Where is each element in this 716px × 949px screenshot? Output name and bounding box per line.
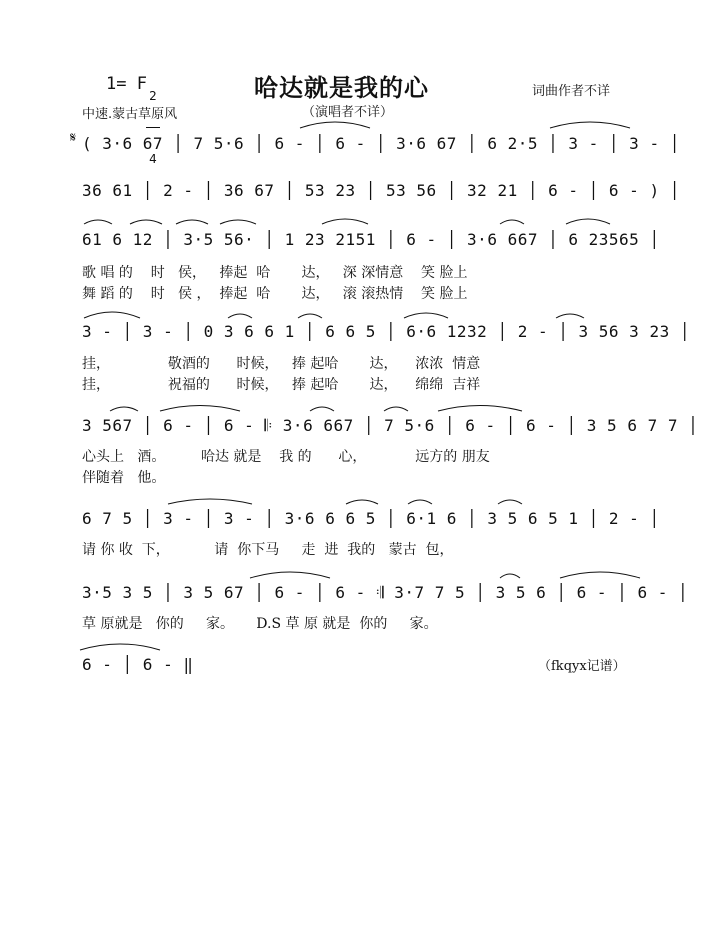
- lyric-line-5a: 心头上 酒。 哈达 就是 我 的 心， 远方的 朋友: [82, 449, 490, 465]
- singer-credit: （演唱者不详）: [302, 105, 394, 120]
- score-line-6: 6 7 5 │ 3 - │ 3 - │ 3·6 6 6 5 │ 6·1 6 │ 3 5 6 5 1 │ 2 - │: [82, 509, 660, 528]
- lyric-line-3b: 舞 蹈 的 时 侯 ， 捧起 哈 达， 滚 滚热情 笑 脸上: [82, 286, 468, 302]
- tempo-marking: 中速.蒙古草原风: [82, 107, 178, 122]
- score-line-1: ( 3·6 67 │ 7 5·6 │ 6 - │ 6 - │ 3·6 67 │ 6 2·5 │ 3 - │ 3 - │: [82, 134, 680, 153]
- meter-numerator: 2: [149, 89, 157, 103]
- score-line-3: 61 6 12 │ 3·5 56· │ 1 23 2151 │ 6 - │ 3·6 667 │ 6 23565 │: [82, 230, 660, 249]
- score-line-4: 3 - │ 3 - │ 0 3 6 6 1 │ 6 6 5 │ 6·6 1232 │ 2 - │ 3 56 3 23 │: [82, 322, 690, 341]
- lyric-line-6a: 请 你 收 下， 请 你下马 走 进 我的 蒙古 包，: [82, 542, 454, 558]
- lyric-line-3a: 歌 唱 的 时 侯， 捧起 哈 达， 深 深情意 笑 脸上: [82, 265, 468, 281]
- lyric-line-4b: 挂， 祝福的 时候， 捧 起哈 达， 绵绵 吉祥: [82, 377, 481, 393]
- lyric-line-4a: 挂， 敬酒的 时候， 捧 起哈 达， 浓浓 情意: [82, 356, 481, 372]
- score-line-8: 6 - │ 6 - ‖: [82, 655, 194, 674]
- composer-credit: 词曲作者不详: [532, 84, 611, 99]
- key-signature: 1= F: [106, 74, 147, 94]
- lyric-line-7a: 草 原就是 你的 家。 D.S 草 原 就是 你的 家。: [82, 616, 438, 632]
- meter-denominator: 4: [149, 152, 157, 166]
- transcriber-credit: （fkqyx记谱）: [538, 659, 626, 674]
- score-line-5: 3 567 │ 6 - │ 6 - 𝄆 3·6 667 │ 7 5·6 │ 6 - │ 6 - │ 3 5 6 7 7 │: [82, 416, 699, 435]
- segno-icon: 𝄋: [70, 130, 77, 146]
- score-line-2: 36 61 │ 2 - │ 36 67 │ 53 23 │ 53 56 │ 32 21 │ 6 - │ 6 - ) │: [82, 181, 680, 200]
- song-title: 哈达就是我的心: [254, 74, 429, 102]
- lyric-line-5b: 伴随着 他。: [82, 470, 166, 486]
- score-line-7: 3·5 3 5 │ 3 5 67 │ 6 - │ 6 - 𝄇 3·7 7 5 │ 3 5 6 │ 6 - │ 6 - │: [82, 583, 689, 602]
